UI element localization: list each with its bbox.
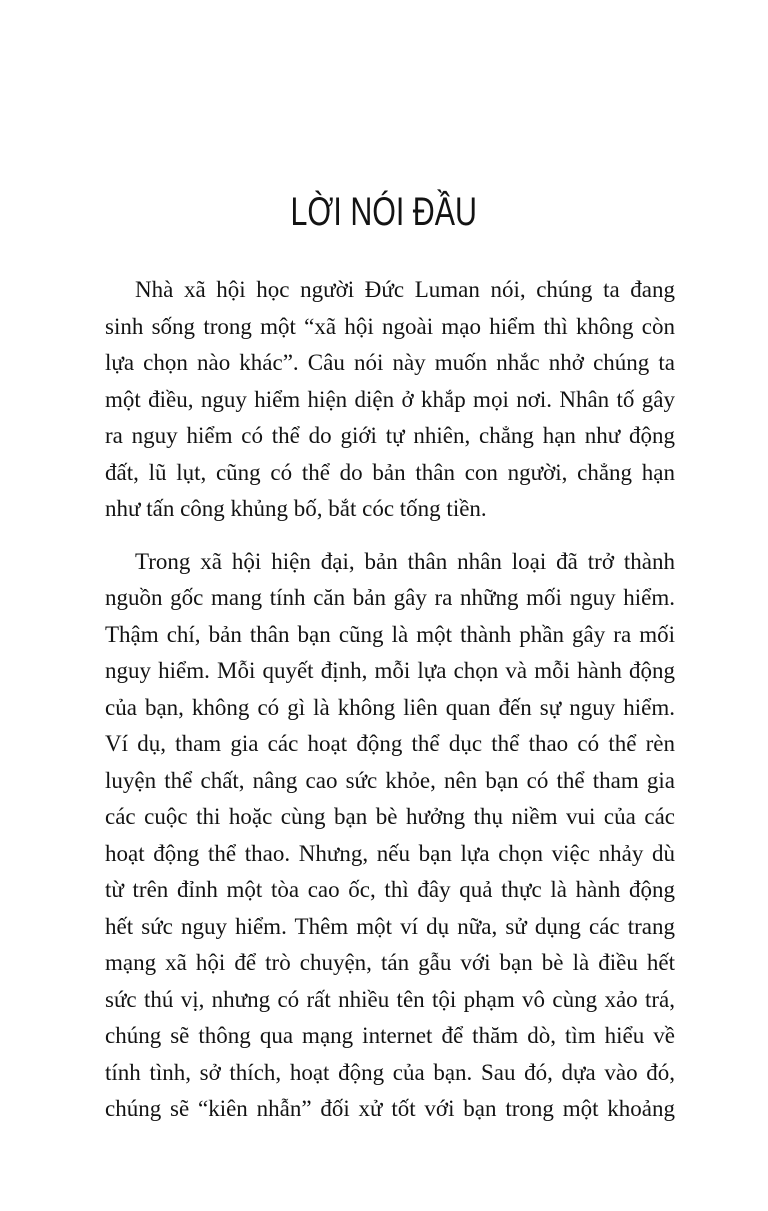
text-line: từ trên đỉnh một tòa cao ốc, thì đây quả thực là hành động [105, 877, 675, 902]
text-line: tính tình, sở thích, hoạt động của bạn. Sau đó, dựa vào đó, [105, 1059, 675, 1085]
text-line: sinh sống trong một “xã hội ngoài mạo hiểm thì không còn [105, 313, 675, 339]
text-line: sức thú vị, nhưng có rất nhiều tên tội phạm vô cùng xảo trá, [105, 986, 675, 1012]
text-line: chúng sẽ thông qua mạng internet để thăm dò, tìm hiểu về [105, 1023, 675, 1048]
text-line: ra nguy hiểm có thể do giới tự nhiên, chẳng hạn như động [105, 423, 675, 448]
text-line: Thậm chí, bản thân bạn cũng là một thành phần gây ra mối [105, 621, 675, 647]
text-line: nguy hiểm. Mỗi quyết định, mỗi lựa chọn và mỗi hành động [105, 658, 675, 683]
page-title [0, 188, 768, 236]
text-line: lựa chọn nào khác”. Câu nói này muốn nhắc nhở chúng ta [105, 350, 675, 375]
text-line: Nhà xã hội học người Đức Luman nói, chúng ta đang [135, 277, 675, 302]
text-line: đất, lũ lụt, cũng có thể do bản thân con người, chẳng hạn [105, 459, 675, 485]
text-line: như tấn công khủng bố, bắt cóc tống tiền. [105, 496, 487, 521]
text-line: của bạn, không có gì là không liên quan đến sự nguy hiểm. [105, 694, 675, 720]
page-title-text: LỜI NÓI ĐẦU [290, 190, 478, 234]
text-line: luyện thể chất, nâng cao sức khỏe, nên bạn có thể tham gia [105, 767, 675, 793]
text-line: các cuộc thi hoặc cùng bạn bè hưởng thụ niềm vui của các [105, 804, 675, 829]
paragraph [105, 544, 675, 1128]
paragraph [105, 272, 675, 528]
text-line: Trong xã hội hiện đại, bản thân nhân loại đã trở thành [135, 548, 675, 574]
text-line: chúng sẽ “kiên nhẫn” đối xử tốt với bạn trong một khoảng [105, 1096, 675, 1121]
text-line: hoạt động thể thao. Nhưng, nếu bạn lựa chọn việc nhảy dù [105, 840, 675, 866]
body-text [105, 272, 675, 1128]
text-line: một điều, nguy hiểm hiện diện ở khắp mọi nơi. Nhân tố gây [105, 386, 675, 412]
text-line: nguồn gốc mang tính căn bản gây ra những mối nguy hiểm. [105, 585, 675, 610]
text-line: mạng xã hội để trò chuyện, tán gẫu với bạn bè là điều hết [105, 950, 675, 975]
text-line: Ví dụ, tham gia các hoạt động thể dục thể thao có thể rèn [105, 731, 675, 756]
text-line: hết sức nguy hiểm. Thêm một ví dụ nữa, sử dụng các trang [105, 913, 675, 939]
